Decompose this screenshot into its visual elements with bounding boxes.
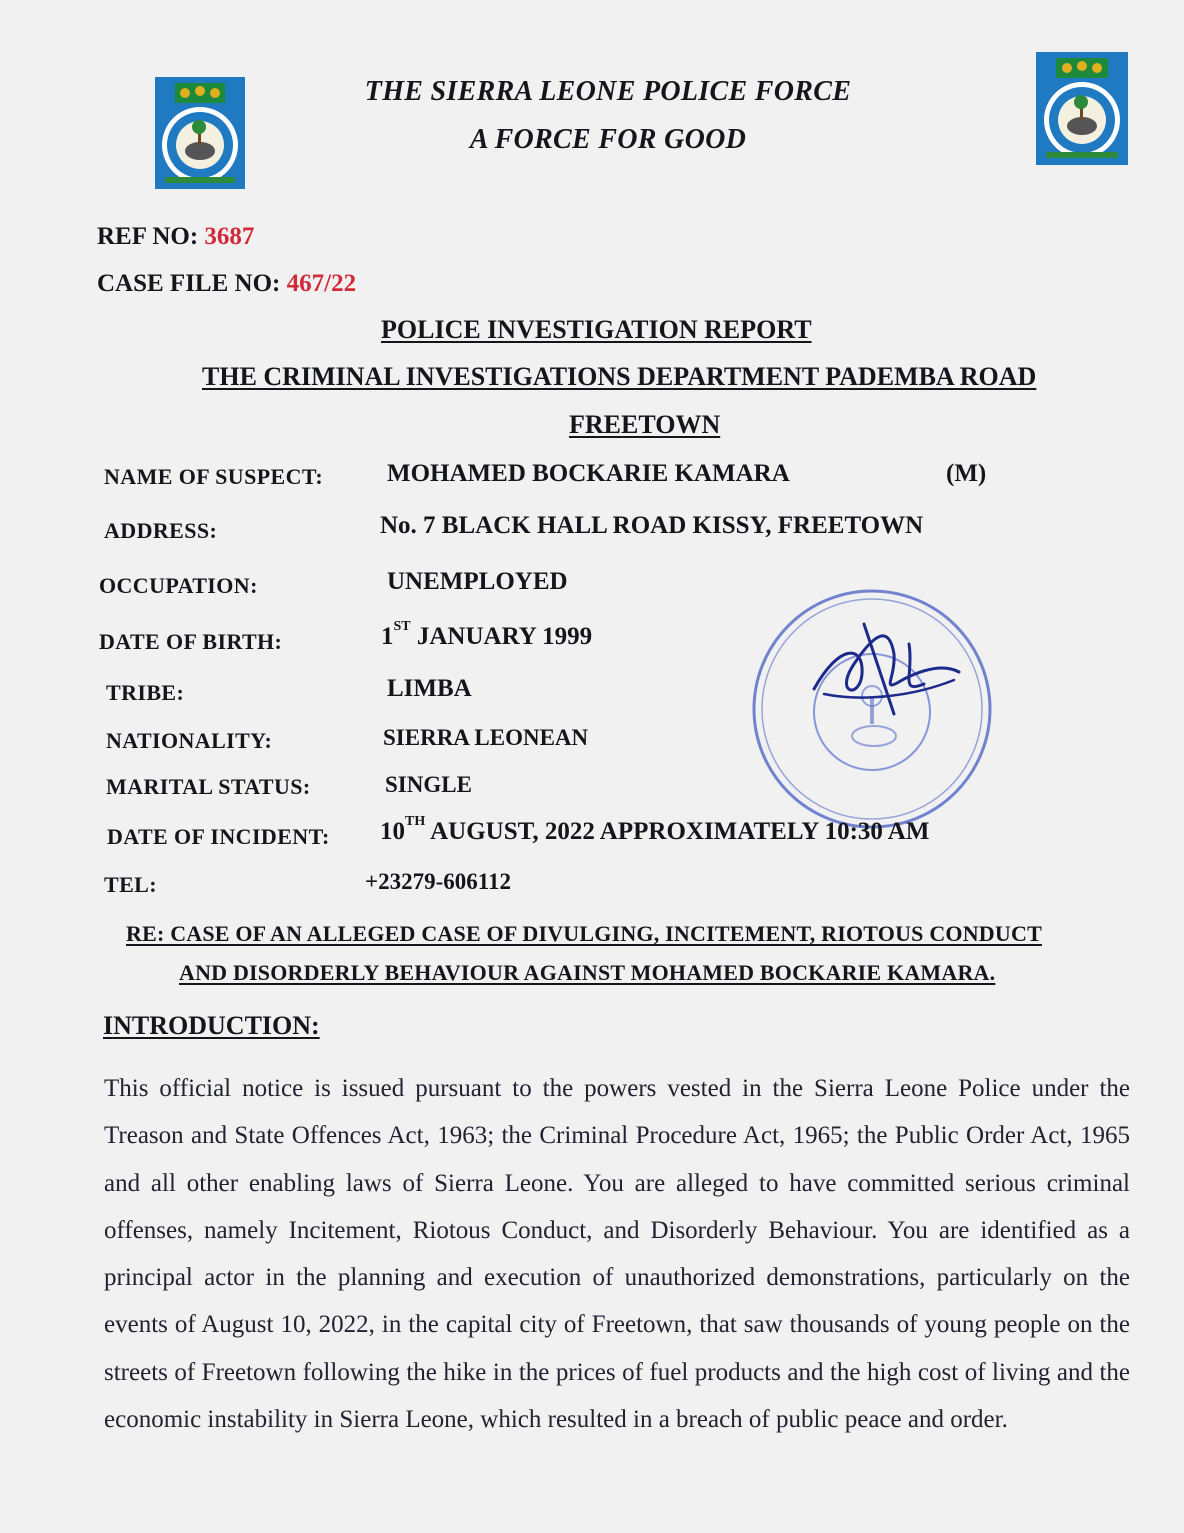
introduction-heading: INTRODUCTION: [103, 1011, 320, 1040]
tel-value: +23279-606112 [365, 869, 511, 894]
case-file-label: CASE FILE NO: [97, 270, 281, 297]
header-force-name: THE SIERRA LEONE POLICE FORCE [364, 76, 852, 107]
re-subject-line-2: AND DISORDERLY BEHAVIOUR AGAINST MOHAMED BOCKARIE KAMARA. [179, 960, 996, 985]
incident-day: 10 [380, 818, 405, 845]
department-title: THE CRIMINAL INVESTIGATIONS DEPARTMENT PADEMBA ROAD [202, 362, 1037, 391]
dob-label: DATE OF BIRTH: [99, 629, 283, 654]
marital-status-value: SINGLE [385, 772, 472, 797]
suspect-gender: (M) [946, 460, 987, 487]
dob-rest: JANUARY 1999 [410, 623, 593, 650]
dob-suffix: ST [393, 619, 411, 634]
ref-number [97, 223, 254, 251]
incident-date-value [380, 814, 930, 846]
occupation-label: OCCUPATION: [99, 573, 258, 598]
city-title: FREETOWN [569, 410, 721, 439]
suspect-label: NAME OF SUSPECT: [104, 464, 324, 489]
header-motto: A FORCE FOR GOOD [469, 124, 747, 155]
tel-label: TEL: [104, 872, 157, 897]
nationality-label: NATIONALITY: [106, 728, 273, 753]
incident-rest: AUGUST, 2022 APPROXIMATELY 10:30 AM [425, 818, 930, 845]
tribe-label: TRIBE: [106, 680, 185, 705]
report-title: POLICE INVESTIGATION REPORT [381, 315, 812, 344]
official-stamp [744, 584, 1000, 834]
suspect-value: MOHAMED BOCKARIE KAMARA [387, 460, 790, 487]
marital-status-label: MARITAL STATUS: [106, 774, 311, 799]
ref-value: 3687 [204, 223, 255, 250]
occupation-value: UNEMPLOYED [387, 568, 568, 595]
nationality-value: SIERRA LEONEAN [383, 725, 589, 750]
incident-suffix: TH [405, 814, 426, 829]
introduction-body: This official notice is issued pursuant to the powers vested in the Sierra Leone Police under the Treason and State Offences Act, 1963; the Criminal Procedure Act, 1965; the Public Order Act, 1965 and all other enabling laws of Sierra Leone. You are alleged to have committed serious criminal offenses, namely Incitement, Riotous Conduct, and Disorderly Behaviour. You are identified as a principal actor in the planning and execution of unauthorized demonstrations, particularly on the events of August 10, 2022, in the capital city of Freetown, that saw thousands of young people on the streets of Freetown following the hike in the prices of fuel products and the high cost of living and the economic instability in Sierra Leone, which resulted in a breach of public peace and order. [104, 1075, 1130, 1434]
dob-value [381, 619, 593, 651]
tribe-value: LIMBA [387, 675, 472, 702]
dob-day: 1 [381, 623, 394, 650]
ref-label: REF NO: [97, 223, 199, 250]
address-value: No. 7 BLACK HALL ROAD KISSY, FREETOWN [380, 512, 924, 539]
address-label: ADDRESS: [104, 518, 218, 543]
re-subject-line-1: RE: CASE OF AN ALLEGED CASE OF DIVULGING, INCITEMENT, RIOTOUS CONDUCT [126, 921, 1042, 946]
incident-date-label: DATE OF INCIDENT: [107, 824, 330, 849]
case-file-value: 467/22 [286, 270, 357, 297]
case-file-number [97, 270, 356, 298]
